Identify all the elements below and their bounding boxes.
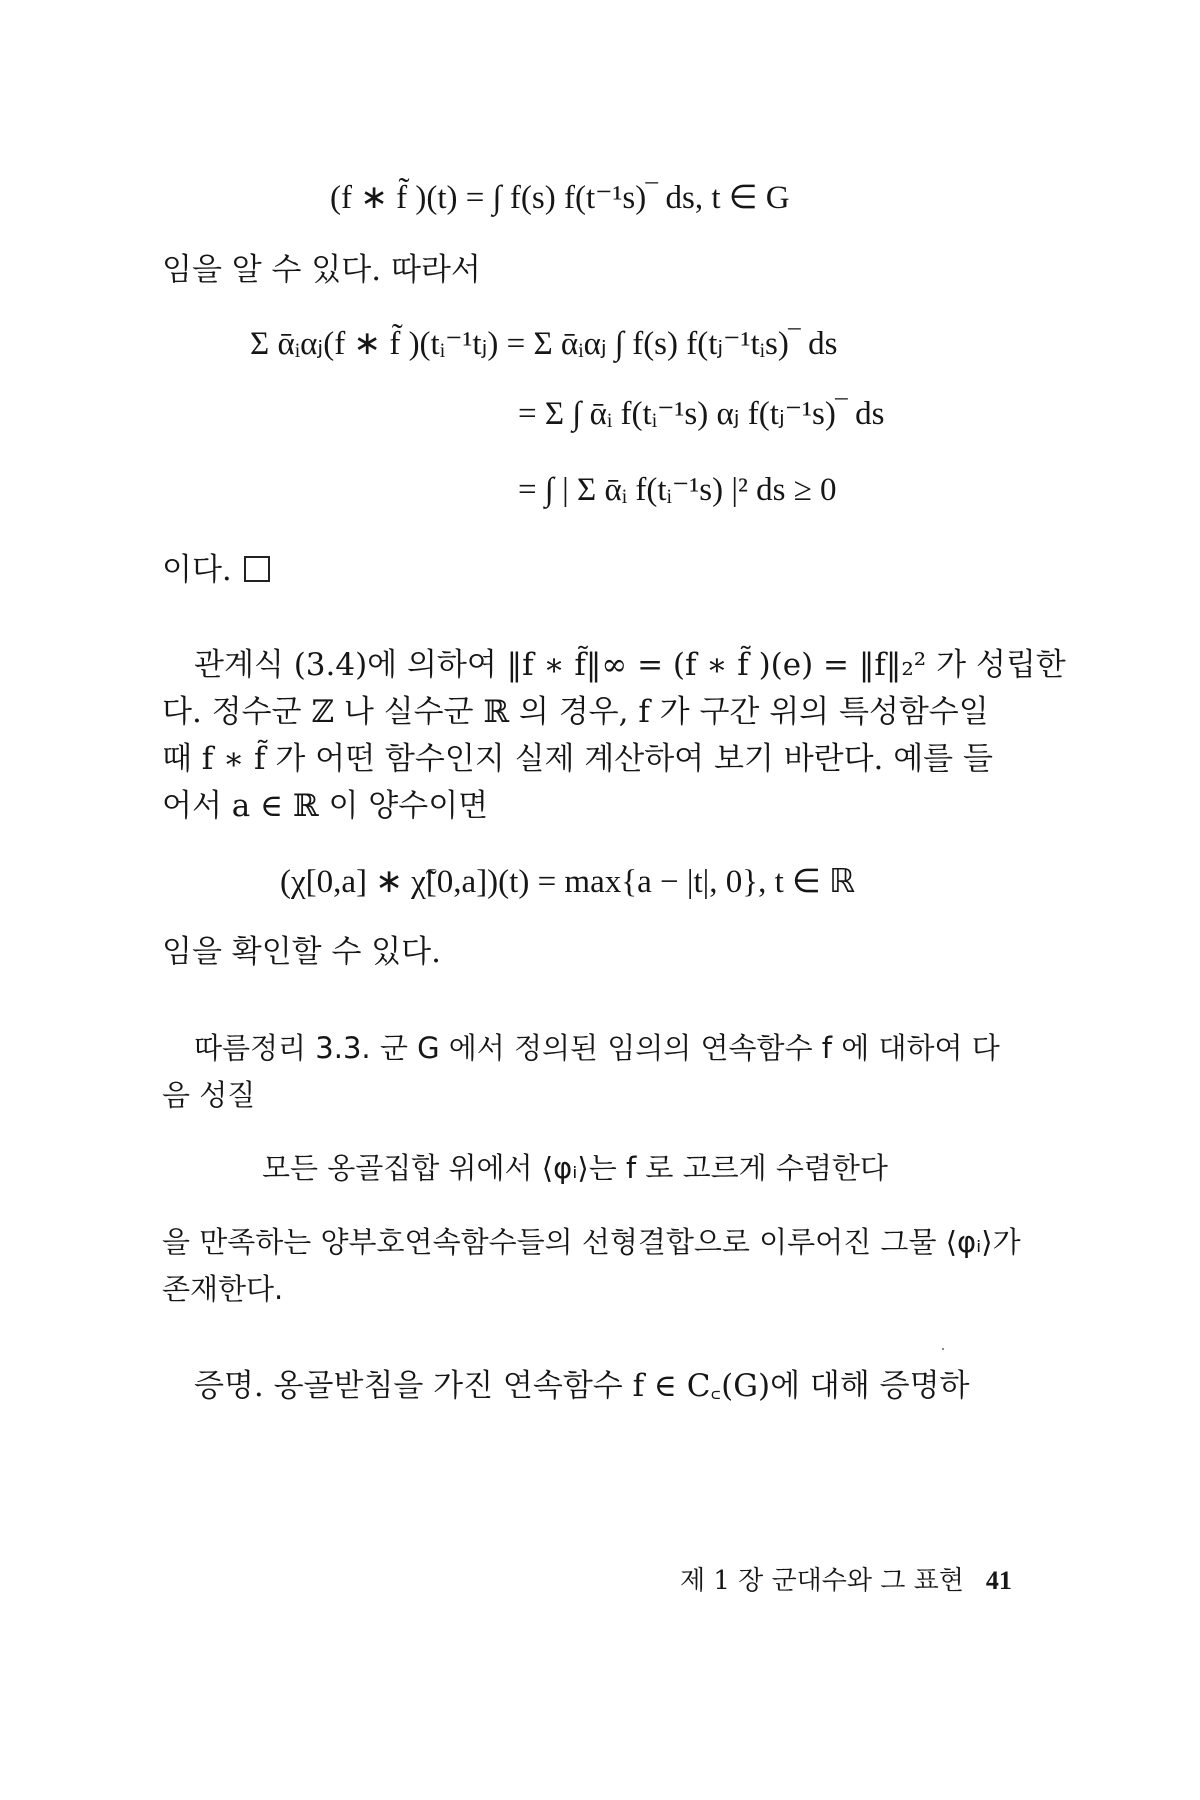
paragraph-p5-line1: 을 만족하는 양부호연속함수들의 선형결합으로 이루어진 그물 ⟨φᵢ⟩가	[162, 1225, 1021, 1259]
corollary-line2: 음 성질	[162, 1078, 256, 1112]
page-footer	[680, 1560, 1012, 1597]
paragraph-p3-line2: 다. 정수군 ℤ 나 실수군 ℝ 의 경우, f 가 구간 위의 특성함수일	[162, 694, 989, 730]
footer-chapter: 제 1 장 군대수와 그 표현	[680, 1566, 964, 1596]
paragraph-p4: 임을 확인할 수 있다.	[162, 934, 441, 970]
paragraph-p5-line2: 존재한다.	[162, 1272, 284, 1306]
equation-sum-line3: = ∫ | Σ ᾱᵢ f(tᵢ⁻¹s) |² ds ≥ 0	[518, 472, 837, 508]
equation-indicator: (χ[0,a] ∗ χ̃[0,a])(t) = max{a − |t|, 0}, t ∈ ℝ	[280, 864, 856, 900]
corollary-line1: 따름정리 3.3. 군 G 에서 정의된 임의의 연속함수 f 에 대하여 다	[194, 1031, 1000, 1065]
paragraph-p3-line4: 어서 a ∈ ℝ 이 양수이면	[162, 788, 489, 824]
paragraph-p3-line3: 때 f ∗ f̃ 가 어떤 함수인지 실제 계산하여 보기 바란다. 예를 들	[162, 741, 993, 777]
proof-line: 증명. 옹골받침을 가진 연속함수 f ∈ C꜀(G)에 대해 증명하	[194, 1368, 970, 1404]
speck-mark	[942, 1348, 944, 1350]
equation-sum-line1: Σ ᾱᵢαⱼ(f ∗ f̃ )(tᵢ⁻¹tⱼ) = Σ ᾱᵢαⱼ ∫ f(s) f(tⱼ⁻¹tᵢs)‾ ds	[250, 326, 838, 362]
qed-box-icon	[244, 556, 270, 582]
equation-convolution: (f ∗ f̃ )(t) = ∫ f(s) f(t⁻¹s)‾ ds, t ∈ G	[330, 180, 790, 216]
paragraph-p3-line1: 관계식 (3.4)에 의하여 ‖f ∗ f̃‖∞ = (f ∗ f̃ )(e) = ‖f‖₂² 가 성립한	[194, 647, 1066, 683]
paragraph-p2: 이다.	[162, 552, 232, 588]
display-phrase: 모든 옹골집합 위에서 ⟨φᵢ⟩는 f 로 고르게 수렴한다	[262, 1151, 888, 1185]
paragraph-p1: 임을 알 수 있다. 따라서	[162, 252, 481, 288]
page-number: 41	[985, 1566, 1012, 1595]
paragraph-p2-line	[162, 550, 270, 590]
equation-sum-line2: = Σ ∫ ᾱᵢ f(tᵢ⁻¹s) αⱼ f(tⱼ⁻¹s)‾ ds	[518, 396, 885, 432]
